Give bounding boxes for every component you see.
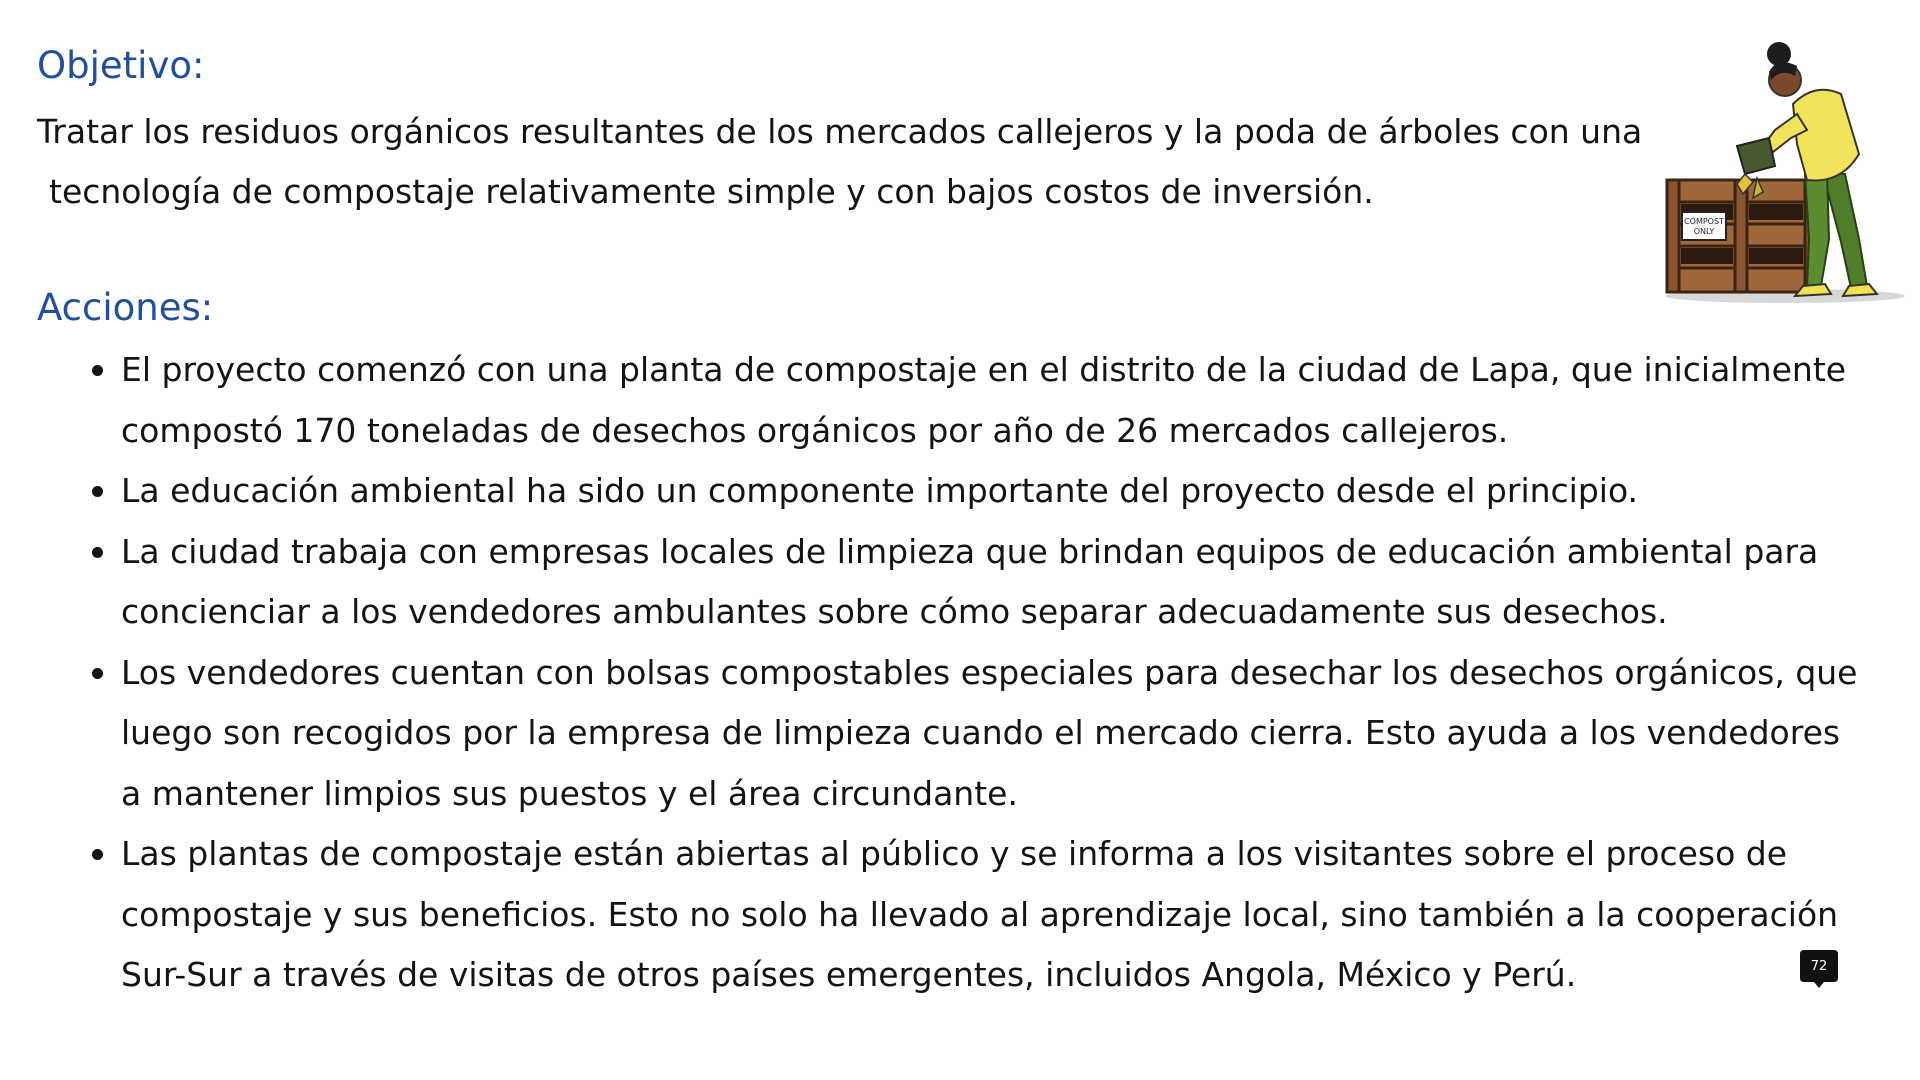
action-line: La ciudad trabaja con empresas locales de limpieza que brindan equipos de educación ambiental para [121, 531, 1819, 571]
bullet-icon [92, 365, 103, 376]
objective-heading: Objetivo: [37, 44, 205, 87]
bullet-icon [92, 547, 103, 558]
action-line: a mantener limpios sus puestos y el área circundante. [121, 773, 1018, 813]
action-line: compostó 170 toneladas de desechos orgánicos por año de 26 mercados callejeros. [121, 410, 1509, 450]
objective-text [37, 102, 1727, 222]
objective-line: tecnología de compostaje relativamente simple y con bajos costos de inversión. [49, 172, 1374, 211]
compost-sign-line2: ONLY [1693, 227, 1715, 236]
objective-line: Tratar los residuos orgánicos resultantes de los mercados callejeros y la poda de árboles con una [37, 112, 1643, 151]
action-item [37, 522, 1887, 643]
action-item [37, 461, 1887, 522]
bullet-icon [92, 849, 103, 860]
composting-illustration [1645, 34, 1905, 314]
action-line: Sur-Sur a través de visitas de otros países emergentes, incluidos Angola, México y Perú. [121, 955, 1577, 994]
person-composting-icon [1645, 34, 1905, 314]
action-item [37, 340, 1887, 461]
bullet-icon [92, 486, 103, 497]
action-line: Los vendedores cuentan con bolsas compostables especiales para desechar los desechos orgánicos, que [121, 652, 1858, 692]
action-line: El proyecto comenzó con una planta de compostaje en el distrito de la ciudad de Lapa, que inicialmente [121, 350, 1847, 389]
bullet-icon [92, 668, 103, 679]
action-line: compostaje y sus beneficios. Esto no solo ha llevado al aprendizaje local, sino también a la cooperación [121, 894, 1839, 934]
action-line: luego son recogidos por la empresa de limpieza cuando el mercado cierra. Esto ayuda a los vendedores [121, 713, 1841, 752]
action-line: Las plantas de compostaje están abiertas al público y se informa a los visitantes sobre el proceso de [121, 834, 1788, 873]
action-line: concienciar a los vendedores ambulantes sobre cómo separar adecuadamente sus desechos. [121, 592, 1668, 631]
action-item [37, 824, 1887, 1006]
actions-list [37, 340, 1887, 1006]
action-item [37, 643, 1887, 825]
page-number-badge [1800, 950, 1838, 990]
action-line: La educación ambiental ha sido un componente importante del proyecto desde el principio. [121, 471, 1639, 510]
compost-sign-line1: COMPOST [1684, 217, 1724, 226]
page-number: 72 [1810, 959, 1828, 974]
actions-heading: Acciones: [37, 286, 214, 329]
